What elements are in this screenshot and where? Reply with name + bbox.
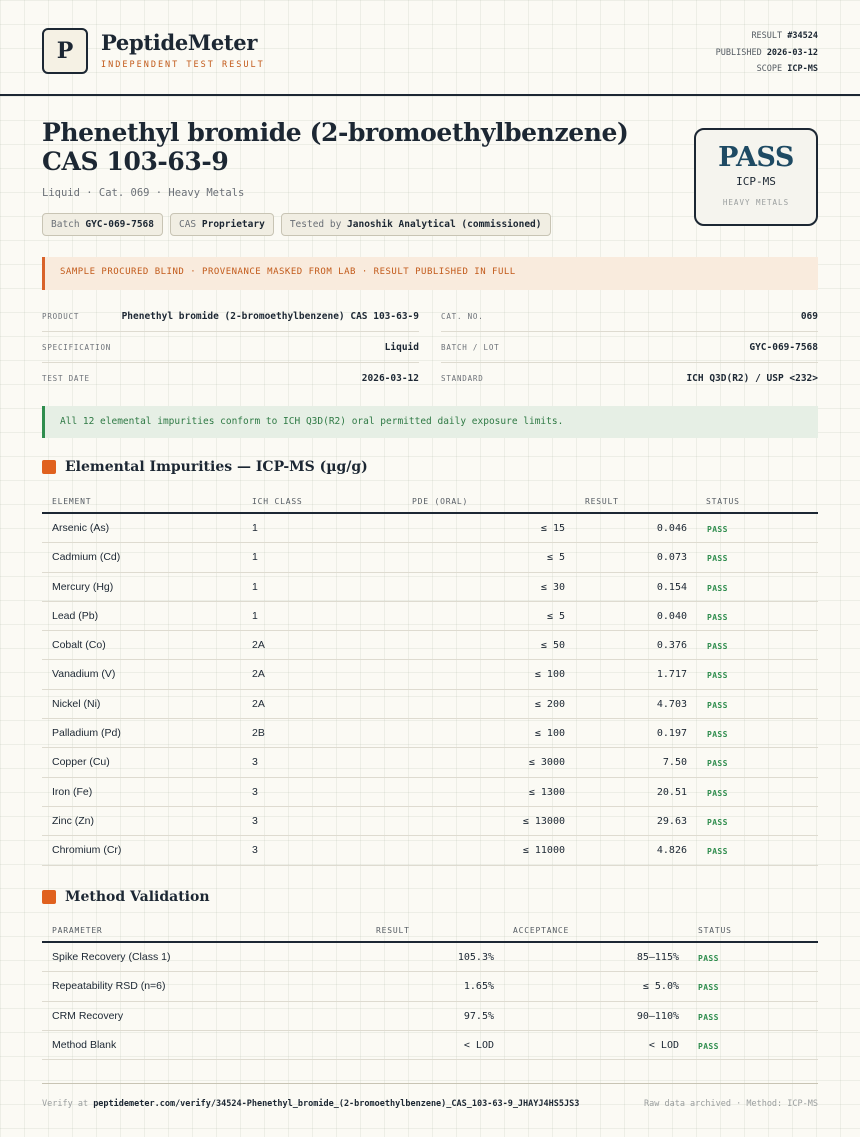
result-label: RESULT [751, 31, 783, 41]
status-badge: PASS [707, 759, 728, 769]
result-cell: 0.073 [656, 552, 687, 564]
pde-cell: ≤ 1300 [528, 786, 565, 798]
info-value: 069 [800, 310, 818, 322]
status-badge: PASS [707, 730, 728, 740]
col-status: STATUS [698, 926, 732, 935]
pde-cell: ≤ 15 [540, 523, 565, 534]
status-badge: PASS [707, 817, 728, 827]
info-row-specification [42, 332, 419, 363]
parameter-cell: Repeatability RSD (n=6) [52, 980, 166, 993]
pde-cell: ≤ 5 [546, 610, 565, 622]
section-title: Elemental Impurities — ICP-MS (µg/g) [65, 459, 368, 475]
chip-value: GYC-069-7568 [85, 219, 154, 230]
badge-scope: HEAVY METALS [722, 198, 790, 207]
element-cell: Chromium (Cr) [52, 844, 122, 857]
status-badge: PASS [707, 583, 728, 593]
ich-class-cell: 3 [252, 814, 258, 827]
info-row-product [42, 301, 419, 332]
section-marker-icon [42, 460, 56, 474]
parameter-cell: Spike Recovery (Class 1) [52, 951, 171, 963]
table-row [42, 748, 818, 777]
status-badge: PASS [707, 671, 728, 681]
result-cell: 0.040 [656, 610, 687, 622]
brand-logo [42, 28, 88, 74]
result-cell: 7.50 [662, 757, 687, 769]
pde-cell: ≤ 11000 [522, 845, 565, 857]
acceptance-cell: ≤ 5.0% [642, 981, 679, 993]
impurities-table [42, 490, 818, 866]
result-id: #34524 [787, 31, 818, 41]
table-row [42, 1031, 818, 1060]
table-row [42, 602, 818, 631]
pde-cell: ≤ 13000 [522, 815, 565, 827]
pde-cell: ≤ 100 [534, 669, 565, 681]
info-row-test-date [42, 363, 419, 394]
conformance-banner: All 12 elemental impurities conform to ICH Q3D(R2) oral permitted daily exposure limits. [42, 406, 818, 438]
chip-label: Tested by [289, 219, 342, 230]
logo-letter: P [56, 38, 74, 64]
report-meta [716, 28, 818, 78]
table-header [42, 919, 818, 943]
verify-line [42, 1099, 579, 1109]
table-row [42, 690, 818, 719]
ich-class-cell: 3 [252, 756, 258, 769]
pass-badge [694, 128, 818, 226]
result-cell: 0.046 [656, 523, 687, 534]
product-title: Phenethyl bromide (2-bromoethylbenzene) CAS 103-63-9 [42, 118, 629, 176]
result-cell: 0.154 [656, 581, 687, 593]
col-result: RESULT [376, 926, 410, 935]
pde-cell: ≤ 3000 [528, 757, 565, 769]
scope-label: SCOPE [756, 64, 783, 74]
info-value: GYC-069-7568 [749, 341, 818, 353]
element-cell: Cobalt (Co) [52, 639, 106, 652]
result-cell: 1.717 [656, 669, 687, 681]
col-acceptance: ACCEPTANCE [513, 926, 570, 935]
info-row-batch [441, 332, 818, 363]
pde-cell: ≤ 50 [540, 640, 565, 652]
table-row [42, 807, 818, 836]
badge-method: ICP-MS [736, 175, 776, 188]
ich-class-cell: 2A [252, 668, 265, 681]
info-label: BATCH / LOT [441, 342, 500, 352]
col-ich-class: ICH CLASS [252, 497, 303, 506]
acceptance-cell: < LOD [648, 1039, 679, 1051]
col-parameter: PARAMETER [52, 926, 103, 935]
element-cell: Arsenic (As) [52, 522, 110, 534]
table-body [42, 943, 818, 1060]
table-row [42, 573, 818, 602]
pde-cell: ≤ 100 [534, 728, 565, 740]
chip-label: CAS [178, 219, 197, 230]
report-footer [42, 1083, 818, 1109]
status-badge: PASS [698, 1012, 719, 1022]
batch-chip [42, 213, 163, 236]
element-cell: Mercury (Hg) [52, 580, 114, 593]
acceptance-cell: 90–110% [636, 1010, 679, 1022]
table-row [42, 543, 818, 572]
table-row [42, 1002, 818, 1031]
ich-class-cell: 2A [252, 639, 265, 652]
info-label: TEST DATE [42, 374, 90, 383]
validation-heading [42, 889, 210, 905]
chip-label: Batch [51, 219, 80, 230]
element-cell: Nickel (Ni) [52, 697, 101, 710]
published-label: PUBLISHED [715, 47, 762, 58]
result-cell: < LOD [463, 1039, 494, 1051]
element-cell: Vanadium (V) [52, 668, 116, 681]
verify-prefix: Verify at [42, 1099, 89, 1109]
result-cell: 4.826 [656, 845, 687, 857]
element-cell: Zinc (Zn) [52, 814, 94, 827]
ich-class-cell: 3 [252, 785, 258, 798]
info-row-standard [441, 363, 818, 394]
result-cell: 4.703 [656, 698, 687, 710]
result-cell: 20.51 [656, 786, 687, 798]
pde-cell: ≤ 5 [546, 552, 565, 564]
pde-cell: ≤ 200 [534, 698, 565, 710]
published-date: 2026-03-12 [766, 47, 818, 58]
element-cell: Lead (Pb) [52, 609, 99, 622]
element-cell: Cadmium (Cd) [52, 551, 121, 564]
table-row [42, 631, 818, 660]
col-pde: PDE (ORAL) [412, 497, 469, 506]
ich-class-cell: 1 [252, 551, 258, 564]
ich-class-cell: 1 [252, 580, 258, 593]
product-subtitle: Liquid · Cat. 069 · Heavy Metals [42, 187, 245, 199]
status-badge: PASS [707, 554, 728, 564]
chip-value: Proprietary [201, 219, 265, 230]
tested-by-chip [281, 213, 551, 236]
section-title: Method Validation [65, 889, 210, 905]
result-cell: 1.65% [463, 981, 494, 993]
result-cell: 29.63 [656, 815, 687, 827]
status-badge: PASS [698, 983, 719, 993]
pde-cell: ≤ 30 [540, 581, 565, 593]
scope-value: ICP-MS [787, 64, 818, 74]
status-badge: PASS [707, 788, 728, 798]
table-row [42, 836, 818, 865]
table-row [42, 514, 818, 543]
blind-procurement-notice: SAMPLE PROCURED BLIND · PROVENANCE MASKED FROM LAB · RESULT PUBLISHED IN FULL [42, 257, 818, 290]
result-cell: 0.197 [656, 728, 687, 740]
table-row [42, 719, 818, 748]
badge-status: PASS [718, 142, 794, 173]
status-badge: PASS [707, 847, 728, 857]
brand-name: PeptideMeter [101, 30, 258, 55]
table-row [42, 943, 818, 972]
status-badge: PASS [707, 612, 728, 622]
product-chips [42, 213, 551, 236]
info-label: PRODUCT [42, 311, 80, 321]
element-cell: Iron (Fe) [52, 785, 93, 798]
result-cell: 0.376 [656, 640, 687, 652]
info-value: ICH Q3D(R2) / USP <232> [686, 373, 818, 384]
validation-table [42, 919, 818, 1060]
brand-tagline: INDEPENDENT TEST RESULT [101, 60, 265, 70]
impurities-heading [42, 459, 368, 475]
info-row-cat-no [441, 301, 818, 332]
status-badge: PASS [707, 700, 728, 710]
parameter-cell: Method Blank [52, 1038, 117, 1051]
col-status: STATUS [706, 497, 740, 506]
col-result: RESULT [585, 497, 619, 506]
element-cell: Copper (Cu) [52, 756, 110, 769]
section-marker-icon [42, 890, 56, 904]
col-element: ELEMENT [52, 497, 92, 506]
report-header [0, 0, 860, 96]
status-badge: PASS [698, 954, 719, 963]
status-badge: PASS [707, 642, 728, 652]
parameter-cell: CRM Recovery [52, 1009, 124, 1022]
cas-chip [170, 213, 274, 236]
ich-class-cell: 2A [252, 697, 265, 710]
info-label: STANDARD [441, 374, 484, 383]
table-row [42, 778, 818, 807]
status-badge: PASS [698, 1041, 719, 1051]
info-value: Phenethyl bromide (2-bromoethylbenzene) CAS 103-63-9 [121, 310, 419, 322]
verify-link[interactable]: peptidemeter.com/verify/34524-Phenethyl_bromide_(2-bromoethylbenzene)_CAS_103-63-9_JHAYJ4HS5JS3 [93, 1099, 580, 1109]
result-cell: 105.3% [457, 952, 494, 963]
archive-note: Raw data archived · Method: ICP-MS [644, 1099, 818, 1109]
element-cell: Palladium (Pd) [52, 727, 121, 740]
table-row [42, 660, 818, 689]
result-cell: 97.5% [463, 1010, 494, 1022]
info-label: SPECIFICATION [42, 342, 112, 352]
status-badge: PASS [707, 525, 728, 534]
ich-class-cell: 1 [252, 609, 258, 622]
ich-class-cell: 1 [252, 522, 258, 534]
acceptance-cell: 85–115% [636, 952, 679, 963]
ich-class-cell: 3 [252, 844, 258, 857]
chip-value: Janoshik Analytical (commissioned) [347, 219, 542, 230]
info-value: 2026-03-12 [361, 373, 419, 384]
table-body [42, 514, 818, 866]
table-row [42, 972, 818, 1001]
table-header [42, 490, 818, 514]
info-value: Liquid [384, 341, 419, 353]
ich-class-cell: 2B [252, 727, 265, 740]
info-label: CAT. NO. [441, 311, 484, 321]
